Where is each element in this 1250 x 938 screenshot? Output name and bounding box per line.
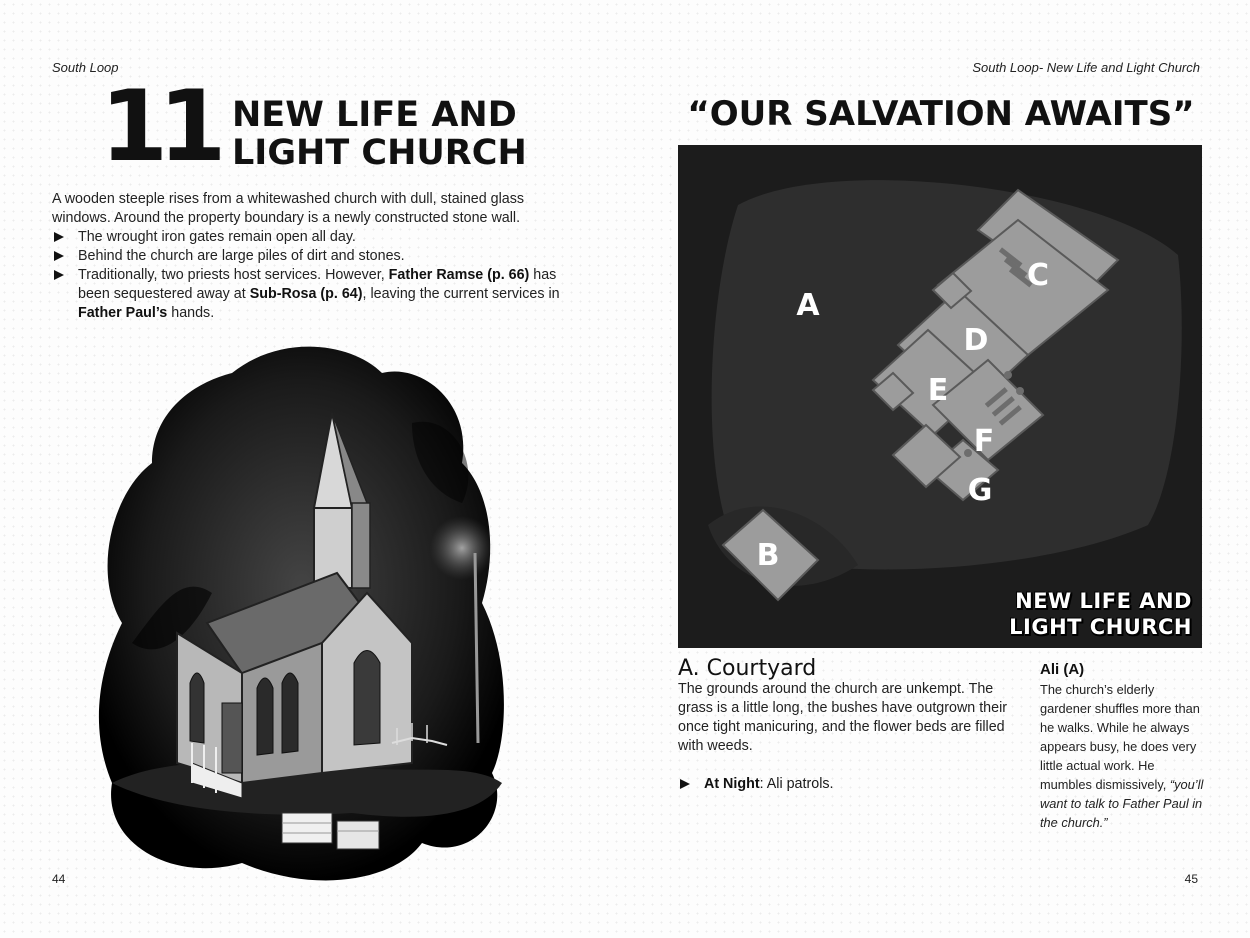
sidebar-body bbox=[1040, 680, 1205, 832]
page-number-left: 44 bbox=[52, 872, 66, 886]
map-title-line-1: NEW LIFE AND bbox=[1015, 589, 1192, 613]
map-label-g: G bbox=[967, 473, 993, 508]
night-note bbox=[678, 775, 1028, 794]
map-label-f: F bbox=[973, 424, 995, 459]
sidebar-text: The church’s elderly gardener shuffles more than he walks. While he always appears busy, he does very little actual work. He mumbles dismissively, bbox=[1040, 682, 1200, 792]
sidebar-title: Ali (A) bbox=[1040, 661, 1085, 678]
chapter-title-line-2: LIGHT CHURCH bbox=[232, 133, 527, 173]
bullet-text-part: Father Paul’s bbox=[78, 305, 168, 321]
night-text: : Ali patrols. bbox=[759, 776, 834, 792]
bullet-text-part: Behind the church are large piles of dirt and stones. bbox=[78, 248, 405, 264]
night-label: At Night bbox=[704, 776, 760, 792]
running-header-right: South Loop- New Life and Light Church bbox=[972, 60, 1200, 75]
intro-bullet bbox=[52, 247, 572, 266]
bullet-text-part: Traditionally, two priests host services. However, bbox=[78, 267, 389, 283]
bullet-arrow-icon bbox=[54, 270, 64, 280]
chapter-title-line-1: NEW LIFE AND bbox=[232, 95, 517, 135]
chapter-number: 11 bbox=[100, 70, 217, 184]
section-body: The grounds around the church are unkempt. The grass is a little long, the bushes have outgrown their once tight manicuring, and the flower beds are filled with weeds. bbox=[678, 681, 1008, 754]
bullet-arrow-icon bbox=[54, 251, 64, 261]
intro-bullet bbox=[52, 228, 572, 247]
section-title: A. Courtyard bbox=[678, 656, 817, 681]
map-label-c: C bbox=[1026, 258, 1050, 293]
intro-text-block bbox=[52, 190, 572, 323]
map-label-a: A bbox=[796, 288, 820, 323]
intro-bullet-list bbox=[52, 228, 572, 323]
bullet-text-part: Father Ramse (p. 66) bbox=[388, 267, 530, 283]
bullet-text-part: The wrought iron gates remain open all day. bbox=[78, 229, 356, 245]
night-bullet bbox=[678, 775, 1028, 794]
intro-bullet bbox=[52, 266, 572, 323]
map-label-d: D bbox=[963, 323, 989, 358]
bullet-arrow-icon bbox=[680, 779, 690, 789]
sidebar-quote: “you’ll want to talk to Father Paul in the church.” bbox=[1040, 777, 1204, 830]
church-illustration bbox=[92, 343, 524, 895]
bullet-arrow-icon bbox=[54, 232, 64, 242]
bullet-text-part: , leaving the current services in bbox=[362, 286, 560, 302]
bullet-text-part: hands. bbox=[167, 305, 215, 321]
chapter-title bbox=[232, 96, 592, 172]
map-drawing bbox=[678, 145, 1202, 648]
church-map bbox=[678, 145, 1202, 648]
map-label-b: B bbox=[756, 538, 780, 573]
map-title bbox=[1009, 588, 1192, 640]
page-quote-heading: “OUR SALVATION AWAITS” bbox=[687, 94, 1195, 134]
running-header-left: South Loop bbox=[52, 60, 119, 75]
bullet-text-part: Sub-Rosa (p. 64) bbox=[249, 286, 363, 302]
map-title-line-2: LIGHT CHURCH bbox=[1009, 615, 1192, 639]
page-number-right: 45 bbox=[1184, 872, 1198, 886]
bullet-text-part: has been sequestered away at bbox=[78, 267, 557, 302]
intro-paragraph: A wooden steeple rises from a whitewashed church with dull, stained glass windows. Around the property boundary is a newly constructed stone wall. bbox=[52, 191, 525, 226]
map-label-e: E bbox=[927, 373, 949, 408]
